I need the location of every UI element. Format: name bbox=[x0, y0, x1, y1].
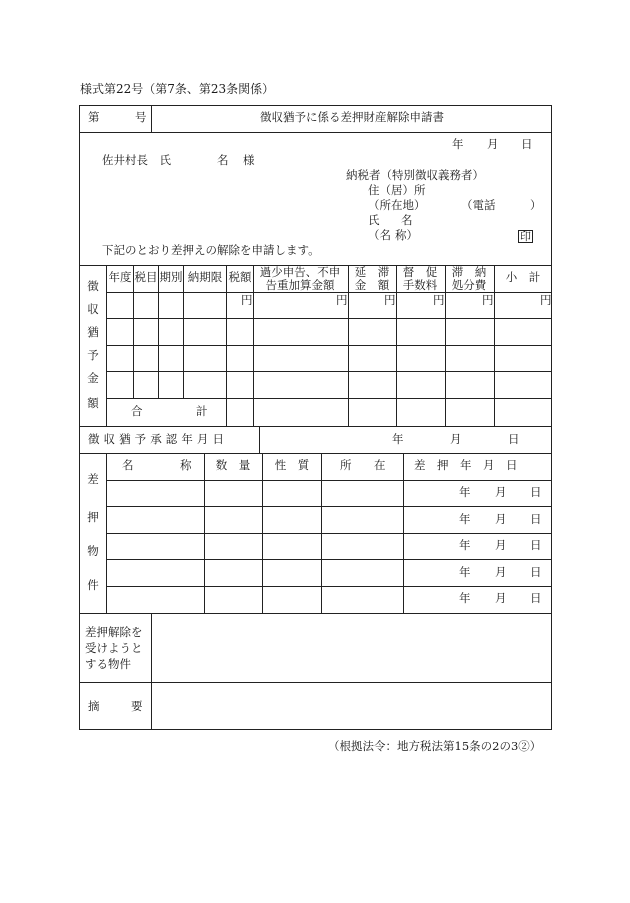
seized-side-char: 物 bbox=[87, 544, 99, 558]
request-statement: 下記のとおり差押えの解除を申請します。 bbox=[102, 243, 320, 257]
seized-date-month: 月 bbox=[495, 538, 507, 552]
divider bbox=[151, 613, 152, 730]
grace-side-char: 額 bbox=[87, 396, 99, 410]
applicant-title-2: 称） bbox=[395, 228, 418, 242]
divider bbox=[151, 105, 152, 132]
divider bbox=[106, 506, 552, 507]
applicant-name-2: 名 bbox=[401, 213, 413, 227]
seized-date-day: 日 bbox=[530, 565, 542, 579]
divider bbox=[79, 613, 552, 614]
header-period: 期別 bbox=[159, 270, 183, 284]
seized-side-char: 押 bbox=[87, 510, 99, 524]
grace-side-char: 収 bbox=[87, 302, 99, 316]
divider bbox=[106, 586, 552, 587]
seal-mark: 印 bbox=[520, 230, 531, 243]
header-urge-line-2: 手数料 bbox=[402, 278, 438, 292]
seized-side-char: 件 bbox=[87, 578, 99, 592]
header-tax-item: 税目 bbox=[134, 270, 158, 284]
header-name-2: 称 bbox=[180, 458, 192, 472]
header-penalty-line-2: 告重加算金額 bbox=[265, 278, 335, 292]
document-title: 徴収猶予に係る差押財産解除申請書 bbox=[260, 110, 444, 124]
total-label-1: 合 bbox=[131, 404, 143, 418]
divider bbox=[106, 371, 552, 372]
header-delinquency-line-1: 延 滞 bbox=[354, 265, 390, 279]
seized-date-day: 日 bbox=[530, 512, 542, 526]
header-due-date: 納期限 bbox=[187, 270, 223, 284]
date-month: 月 bbox=[487, 137, 499, 151]
approval-year: 年 bbox=[392, 432, 404, 446]
applicant-location: （所在地） bbox=[368, 198, 426, 212]
seized-date-day: 日 bbox=[530, 591, 542, 605]
form-number: 様式第22号（第7条、第23条関係） bbox=[80, 82, 275, 96]
seized-date-year: 年 bbox=[459, 512, 471, 526]
header-name-1: 名 bbox=[122, 458, 134, 472]
yen-unit: 円 bbox=[241, 293, 253, 307]
divider bbox=[106, 533, 552, 534]
divider bbox=[79, 453, 552, 454]
seized-date-month: 月 bbox=[495, 485, 507, 499]
header-location-1: 所 bbox=[340, 458, 352, 472]
applicant-name-1: 氏 bbox=[368, 213, 380, 227]
legal-basis: （根拠法令：地方税法第15条の2の3②） bbox=[328, 739, 542, 753]
date-year: 年 bbox=[452, 137, 464, 151]
seized-date-month: 月 bbox=[495, 512, 507, 526]
divider bbox=[79, 426, 552, 427]
header-year: 年度 bbox=[108, 270, 132, 284]
addressee-sama: 様 bbox=[243, 153, 255, 167]
summary-label-1: 摘 bbox=[88, 699, 100, 713]
divider bbox=[158, 265, 159, 398]
approval-day: 日 bbox=[508, 432, 520, 446]
seized-date-year: 年 bbox=[459, 485, 471, 499]
applicant-residence: 住（居）所 bbox=[368, 183, 426, 197]
yen-unit: 円 bbox=[433, 293, 445, 307]
divider bbox=[79, 132, 552, 133]
approval-month: 月 bbox=[450, 432, 462, 446]
header-penalty-line-1: 過少申告、不申 bbox=[259, 265, 341, 279]
header-location-2: 在 bbox=[374, 458, 386, 472]
seized-date-year: 年 bbox=[459, 565, 471, 579]
date-day: 日 bbox=[521, 137, 533, 151]
header-delinquency bbox=[355, 266, 390, 292]
seized-date-day: 日 bbox=[530, 485, 542, 499]
divider bbox=[106, 345, 552, 346]
divider bbox=[106, 398, 552, 399]
grace-side-char: 金 bbox=[87, 371, 99, 385]
number-label-2: 号 bbox=[135, 110, 147, 124]
yen-unit: 円 bbox=[384, 293, 396, 307]
header-urge-fee bbox=[403, 266, 438, 292]
grace-side-char: 徴 bbox=[87, 279, 99, 293]
header-subtotal: 小 計 bbox=[505, 270, 541, 284]
release-items-line-2: 受けようと bbox=[85, 641, 143, 655]
header-nature: 性 質 bbox=[274, 458, 310, 472]
grace-side-char: 予 bbox=[87, 348, 99, 362]
addressee-name: 名 bbox=[217, 153, 229, 167]
seized-date-month: 月 bbox=[495, 591, 507, 605]
yen-unit: 円 bbox=[482, 293, 494, 307]
divider bbox=[183, 265, 184, 398]
grace-side-char: 猶 bbox=[87, 325, 99, 339]
release-items-line-3: する物件 bbox=[85, 657, 131, 671]
seized-date-month: 月 bbox=[495, 565, 507, 579]
header-disposal-cost bbox=[452, 266, 487, 292]
seized-side-char: 差 bbox=[87, 472, 99, 486]
summary-label-2: 要 bbox=[131, 699, 143, 713]
applicant-phone: （電話 ） bbox=[461, 198, 542, 212]
seized-date-year: 年 bbox=[459, 591, 471, 605]
header-delinquency-line-2: 金 額 bbox=[354, 278, 390, 292]
approval-date-label: 徴 収 猶 予 承 認 年 月 日 bbox=[88, 432, 225, 446]
divider bbox=[106, 318, 552, 319]
release-items-line-1: 差押解除を bbox=[85, 625, 143, 639]
applicant-taxpayer: 納税者（特別徴収義務者） bbox=[346, 168, 484, 182]
header-urge-line-1: 督 促 bbox=[402, 265, 438, 279]
yen-unit: 円 bbox=[336, 293, 348, 307]
header-penalty bbox=[260, 266, 341, 292]
divider bbox=[133, 265, 134, 398]
yen-unit: 円 bbox=[540, 293, 552, 307]
applicant-title-1: （名 bbox=[368, 228, 391, 242]
header-tax-amount: 税額 bbox=[228, 270, 252, 284]
header-disposal-line-2: 処分費 bbox=[451, 278, 487, 292]
seized-date-year: 年 bbox=[459, 538, 471, 552]
seized-date-day: 日 bbox=[530, 538, 542, 552]
divider bbox=[106, 559, 552, 560]
divider bbox=[259, 426, 260, 453]
header-seizure-date: 差 押 年 月 日 bbox=[414, 458, 518, 472]
addressee-mayor: 佐井村長 氏 bbox=[102, 153, 171, 167]
header-quantity: 数 量 bbox=[215, 458, 251, 472]
number-label-1: 第 bbox=[88, 110, 100, 124]
divider bbox=[106, 480, 552, 481]
header-disposal-line-1: 滞 納 bbox=[451, 265, 487, 279]
total-label-2: 計 bbox=[196, 404, 208, 418]
divider bbox=[79, 682, 552, 683]
